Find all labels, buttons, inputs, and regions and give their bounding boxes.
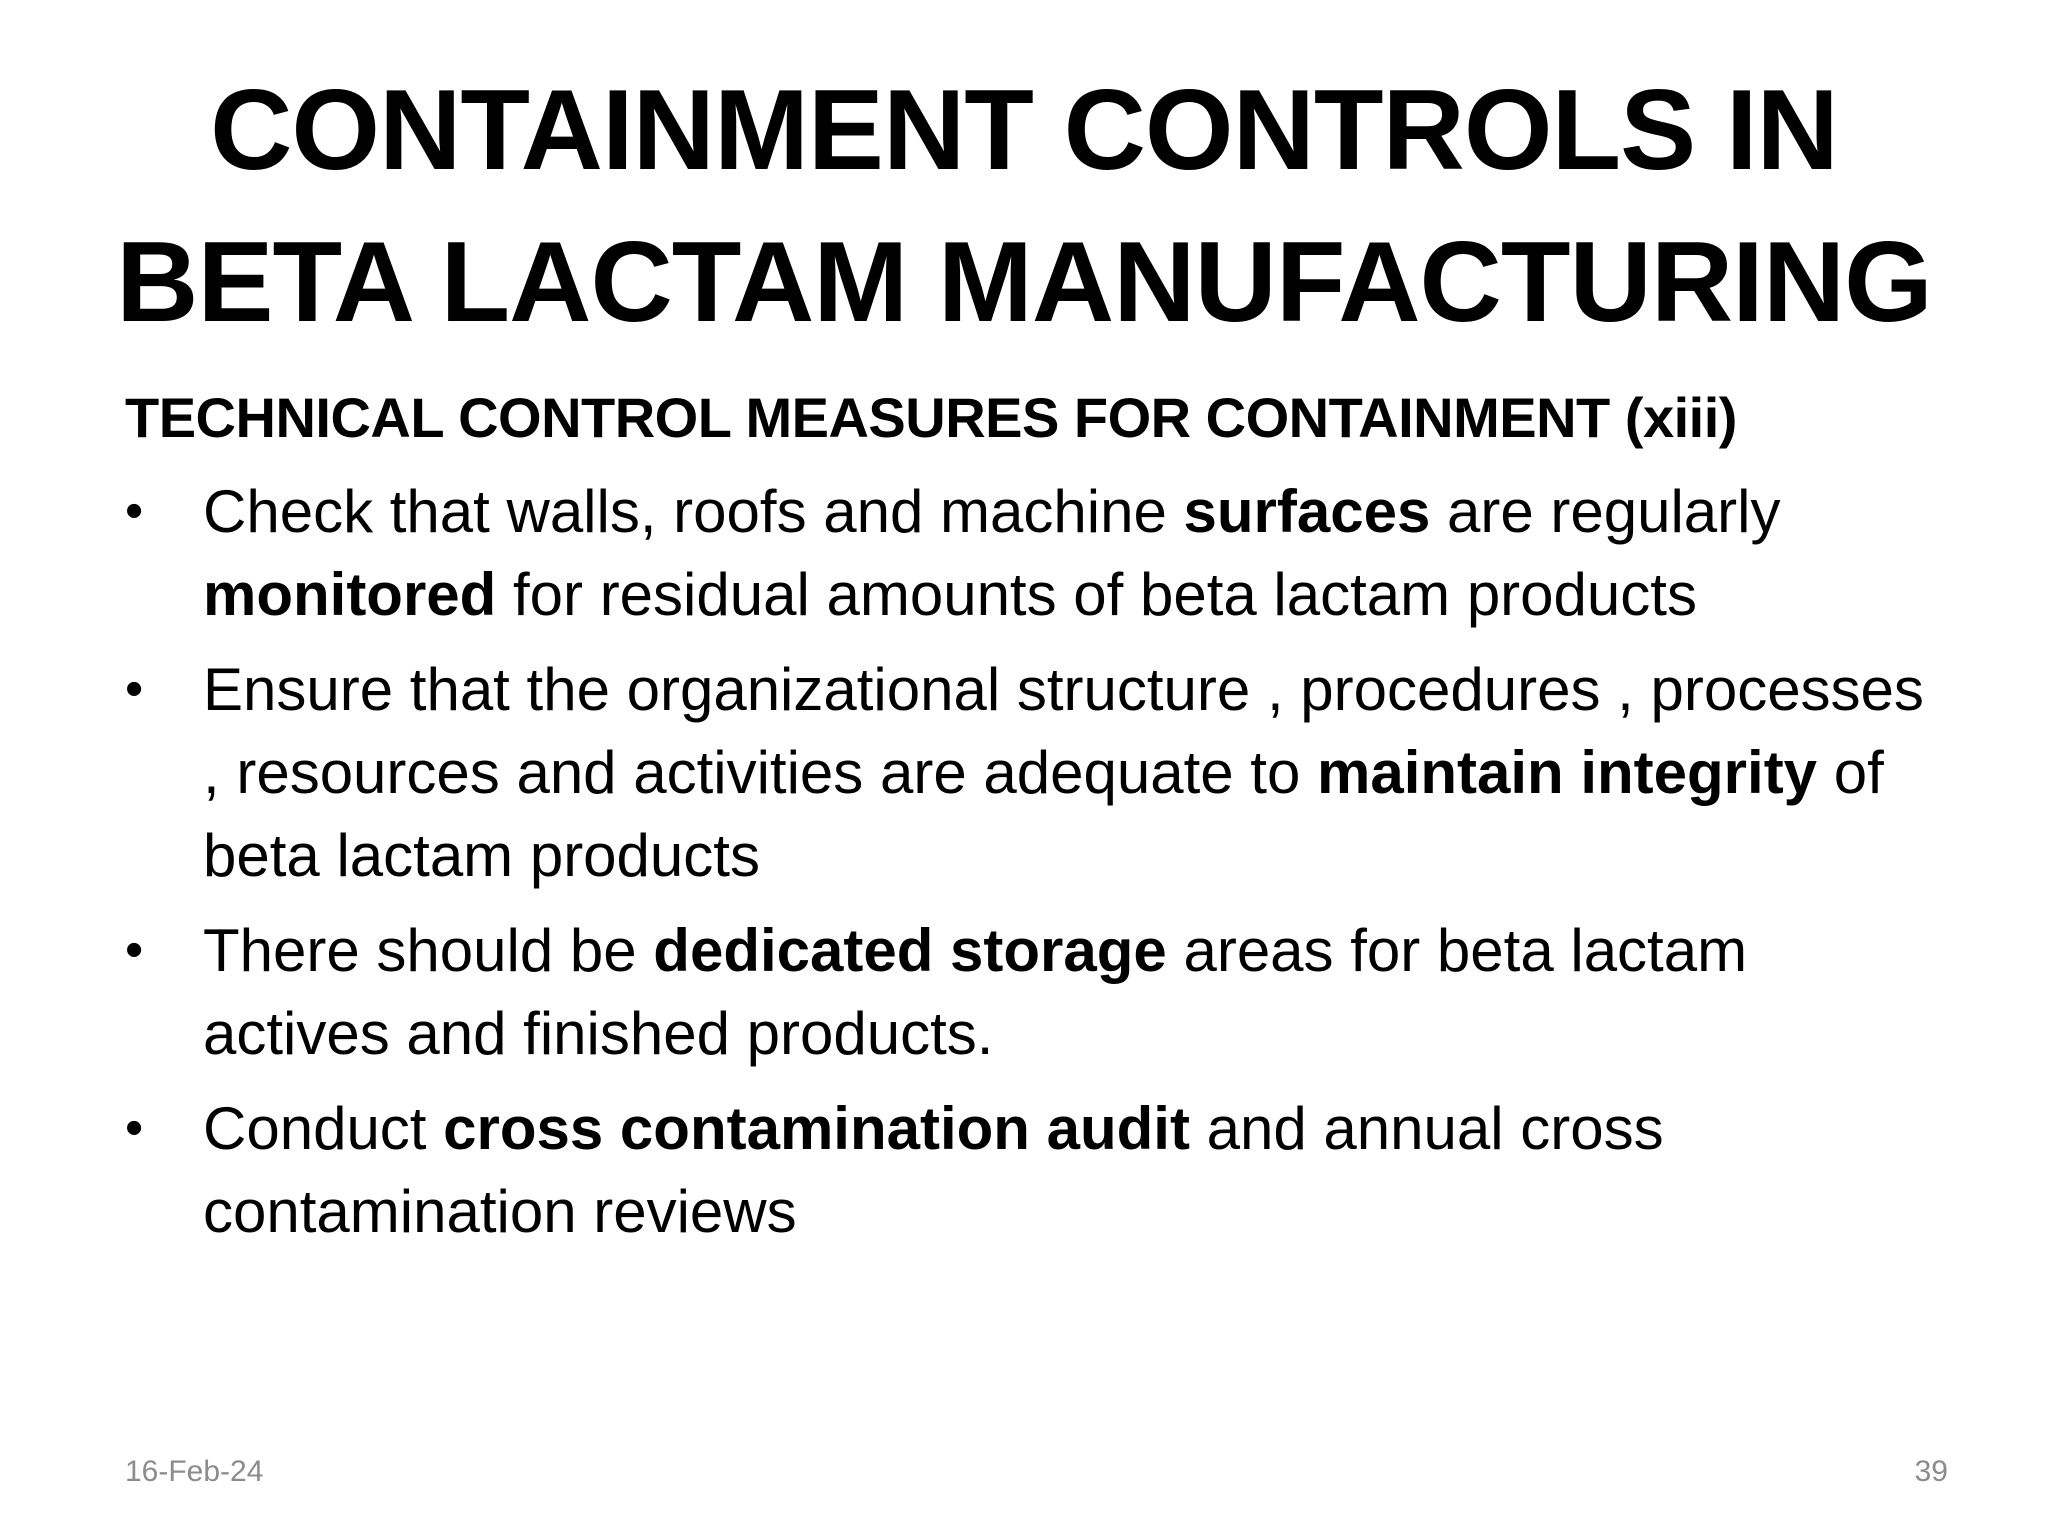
bullet-emphasis: monitored (203, 561, 497, 628)
title-line-1: CONTAINMENT CONTROLS IN (210, 67, 1838, 194)
footer-date: 16-Feb-24 (125, 1455, 264, 1488)
bullet-dot: • (125, 921, 144, 979)
bullet-text: are regularly (1430, 478, 1781, 545)
bullet-item-3 (125, 909, 1945, 1075)
bullet-item-1 (125, 470, 1945, 636)
bullet-dot: • (125, 1099, 144, 1157)
section-heading: TECHNICAL CONTROL MEASURES FOR CONTAINMENT (xiii) (125, 386, 1737, 449)
bullet-text: There should be (203, 917, 654, 984)
slide-title (100, 55, 1948, 359)
bullet-emphasis: surfaces (1183, 478, 1431, 545)
bullet-text: for residual amounts of beta lactam products (496, 561, 1697, 628)
bullet-text: of beta lactam products (203, 739, 1884, 889)
bullet-emphasis: cross contamination audit (443, 1095, 1190, 1162)
bullet-text: Ensure that the organizational structure , procedures , processes , resources and activities are adequate to (203, 656, 1924, 806)
bullet-item-2 (125, 648, 1945, 897)
page-number: 39 (1914, 1455, 1948, 1488)
bullet-emphasis: dedicated storage (653, 917, 1167, 984)
bullet-text: Conduct (203, 1095, 444, 1162)
bullet-list (125, 470, 1945, 1265)
bullet-text: Check that walls, roofs and machine (203, 478, 1184, 545)
bullet-emphasis: maintain integrity (1316, 739, 1818, 806)
bullet-text: and annual cross contamination reviews (203, 1095, 1664, 1245)
bullet-text: areas for beta lactam actives and finished products. (203, 917, 1748, 1067)
bullet-item-4 (125, 1087, 1945, 1253)
bullet-dot: • (125, 482, 144, 540)
bullet-dot: • (125, 660, 144, 718)
title-line-2: BETA LACTAM MANUFACTURING (116, 219, 1932, 346)
